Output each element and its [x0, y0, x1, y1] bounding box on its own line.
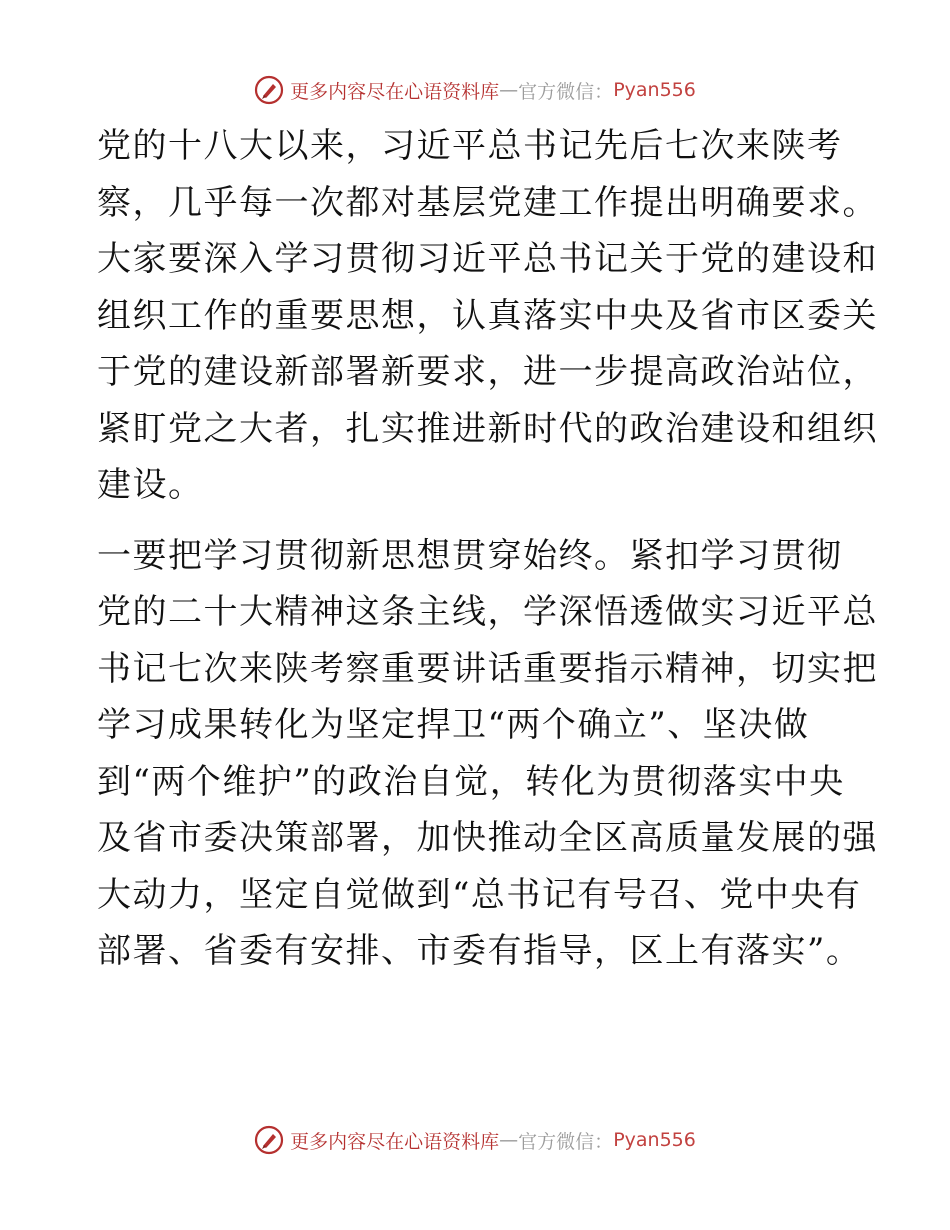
text-line: 紧盯党之大者，扎实推进新时代的政治建设和组织: [97, 408, 878, 449]
banner-dash: —: [499, 1129, 519, 1151]
banner-wechat-id: Pyan556: [613, 1129, 696, 1151]
header-banner: [0, 70, 950, 110]
text-line: 大家要深入学习贯彻习近平总书记关于党的建设和: [97, 239, 878, 279]
text-line: 党的二十大精神这条主线，学深悟透做实习近平总: [97, 592, 878, 632]
banner-official-label: 官方微信：: [518, 80, 614, 103]
pen-logo-icon: [254, 75, 284, 105]
text-line: 组织工作的重要思想，认真落实中央及省市区委关: [97, 295, 878, 336]
banner-dash: —: [499, 79, 519, 101]
text-line: 学习成果转化为坚定捍卫“两个确立”、坚决做: [97, 705, 810, 745]
text-line: 大动力，坚定自觉做到“总书记有号召、党中央有: [97, 874, 862, 915]
banner-main-text: 更多内容尽在心语资料库: [290, 80, 500, 103]
document-body: [97, 118, 878, 980]
text-line: 党的十八大以来，习近平总书记先后七次来陕考: [97, 126, 843, 166]
banner-main-text: 更多内容尽在心语资料库: [290, 1130, 500, 1153]
text-line: 到“两个维护”的政治自觉，转化为贯彻落实中央: [97, 761, 845, 802]
text-line: 书记七次来陕考察重要讲话重要指示精神，切实把: [97, 648, 878, 689]
text-line: 及省市委决策部署，加快推动全区高质量发展的强: [97, 818, 878, 858]
text-line: 一要把学习贯彻新思想贯穿始终。紧扣学习贯彻: [97, 535, 843, 576]
paragraph-2: [97, 528, 878, 980]
text-line: 部署、省委有安排、市委有指导，区上有落实”。: [97, 931, 862, 971]
paragraph-1: [97, 118, 878, 514]
banner-wechat-id: Pyan556: [613, 79, 696, 101]
banner-official-label: 官方微信：: [518, 1130, 614, 1153]
text-line: 察，几乎每一次都对基层党建工作提出明确要求。: [97, 182, 878, 223]
pen-logo-icon: [254, 1125, 284, 1155]
footer-banner: [0, 1120, 950, 1160]
text-line: 建设。: [97, 465, 204, 505]
text-line: 于党的建设新部署新要求，进一步提高政治站位，: [97, 352, 878, 392]
